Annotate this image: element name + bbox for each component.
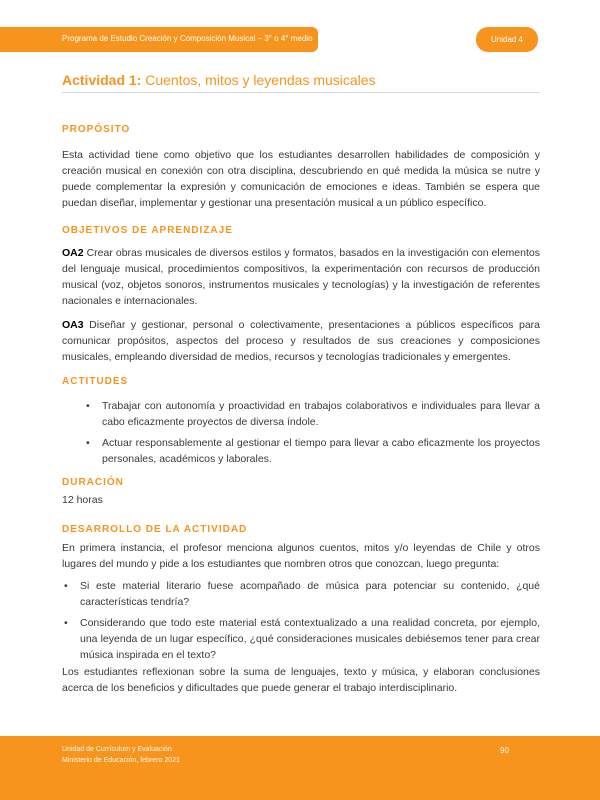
bullet-icon: • xyxy=(64,617,68,629)
bullet-icon: • xyxy=(64,580,68,592)
list-item: • Considerando que todo este material está contextualizado a una realidad concreta, por ejemplo, una leyenda de un lugar específico, ¿qué consideraciones musicales debiésemos tener para crear música inspirada en el texto? xyxy=(64,617,540,661)
footer-ministry: Ministerio de Educación, febrero 2021 xyxy=(62,757,180,764)
program-title: Programa de Estudio Creación y Composición Musical – 3° o 4° medio xyxy=(62,34,313,43)
objective-code: OA2 xyxy=(62,247,84,259)
objective-code: OA3 xyxy=(62,319,84,331)
objetivos-heading: OBJETIVOS DE APRENDIZAJE xyxy=(62,225,233,236)
list-item: • Trabajar con autonomía y proactividad en trabajos colaborativos e individuales para llevar a cabo eficazmente proyectos de diversa índole. xyxy=(86,400,540,428)
footer-bar xyxy=(0,736,600,800)
unit-badge: Unidad 4 xyxy=(476,27,538,52)
page-number: 90 xyxy=(500,746,509,755)
actitudes-heading: ACTITUDES xyxy=(62,376,129,387)
desarrollo-intro: En primera instancia, el profesor menciona algunos cuentos, mitos y/o leyendas de Chile y otros lugares del mundo y pide a los estudiantes que nombren otros que conozcan, luego pregunta: xyxy=(62,542,540,570)
title-divider xyxy=(62,92,540,93)
duracion-heading: DURACIÓN xyxy=(62,477,124,488)
actitudes-list xyxy=(62,398,540,472)
objective-oa3 xyxy=(62,317,540,365)
bullet-icon: • xyxy=(86,400,90,412)
desarrollo-heading: DESARROLLO DE LA ACTIVIDAD xyxy=(62,524,248,535)
header-bar xyxy=(0,27,318,52)
activity-label: Actividad 1: xyxy=(62,72,142,88)
activity-title xyxy=(62,72,376,88)
list-item: • Actuar responsablemente al gestionar el tiempo para llevar a cabo eficazmente los proyectos personales, académicos y laborales. xyxy=(86,437,540,465)
bullet-icon: • xyxy=(86,437,90,449)
proposito-text: Esta actividad tiene como objetivo que los estudiantes desarrollen habilidades de composición y creación musical en conexión con otra disciplina, descubriendo en qué medida la música se nutre y puede complementar la expresión y comunicación de emociones e ideas. También se espera que puedan diseñar, implementar y gestionar una presentación musical a un público específico. xyxy=(62,149,540,209)
objective-oa2 xyxy=(62,245,540,309)
objective-text: Diseñar y gestionar, personal o colectivamente, presentaciones a públicos específicos para comunicar propósitos, aspectos del proceso y resultados de sus creaciones y composiciones musicales, empleando diversidad de medios, recursos y tecnologías tradicionales y emergentes. xyxy=(62,319,540,363)
activity-name: Cuentos, mitos y leyendas musicales xyxy=(141,72,376,88)
duracion-value: 12 horas xyxy=(62,494,103,506)
list-item: • Si este material literario fuese acompañado de música para potenciar su contenido, ¿qué características tendría? xyxy=(64,580,540,608)
footer-unit: Unidad de Currículum y Evaluación xyxy=(62,746,172,753)
questions-list xyxy=(62,578,540,668)
desarrollo-closing: Los estudiantes reflexionan sobre la suma de lenguajes, texto y música, y elaboran conclusiones acerca de los beneficios y dificultades que puede generar el trabajo interdisciplinario. xyxy=(62,666,540,694)
proposito-heading: PROPÓSITO xyxy=(62,124,131,135)
objective-text: Crear obras musicales de diversos estilos y formatos, basados en la investigación con elementos del lenguaje musical, procedimientos compositivos, la experimentación con recursos de producción musical (voz, objetos sonoros, instrumentos musicales y tecnologías) y la investigación de referentes nacionales e internacionales. xyxy=(62,247,540,307)
